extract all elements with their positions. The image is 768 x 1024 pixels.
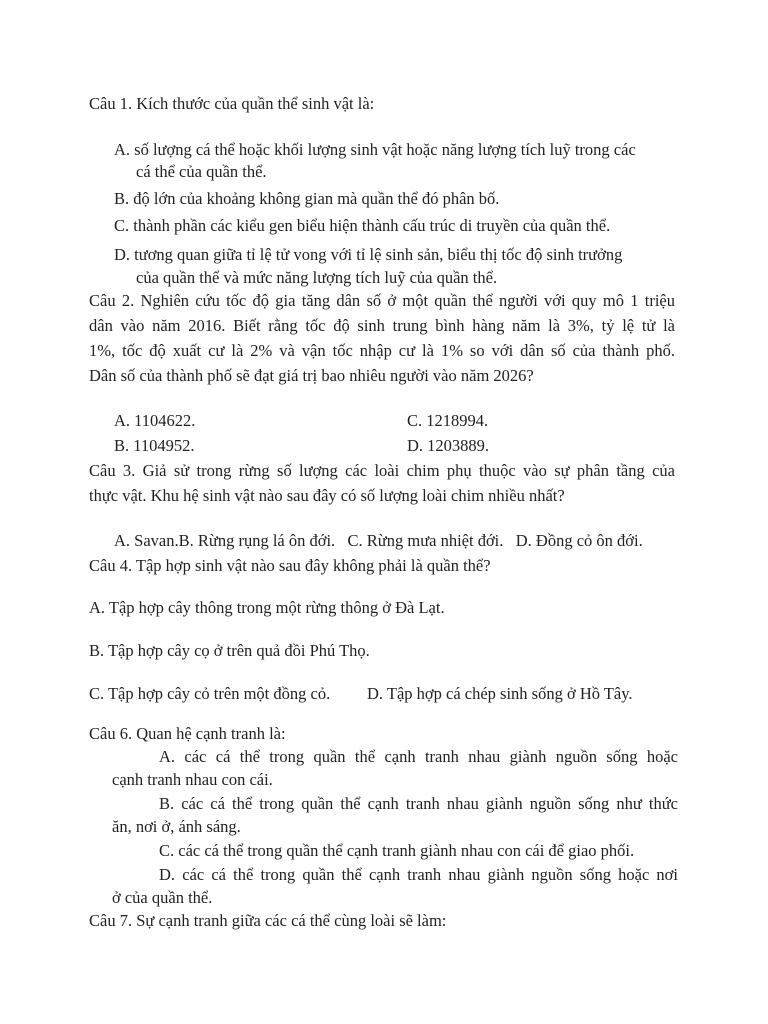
q6-question: Câu 6. Quan hệ cạnh tranh là: <box>89 724 286 743</box>
q6-option-b-line2: ăn, nơi ở, ánh sáng. <box>112 817 241 836</box>
q4-question: Câu 4. Tập hợp sinh vật nào sau đây không phải là quần thể? <box>89 556 491 575</box>
q2-question-line3: 1%, tốc độ xuất cư là 2% và vận tốc nhập cư là 1% so với dân số của thành phố. <box>89 341 675 360</box>
q2-question-line2: dân vào năm 2016. Biết rằng tốc độ sinh trung bình hàng năm là 3%, tỷ lệ tử là <box>89 316 675 335</box>
q2-question-line4: Dân số của thành phố sẽ đạt giá trị bao nhiêu người vào năm 2026? <box>89 366 534 385</box>
q2-option-b: B. 1104952. <box>114 436 195 455</box>
q6-option-b-line1: B. các cá thể trong quần thể cạnh tranh nhau giành nguồn sống như thức <box>159 794 678 813</box>
q4-option-a: A. Tập hợp cây thông trong một rừng thông ở Đà Lạt. <box>89 598 445 617</box>
q2-option-c: C. 1218994. <box>407 411 489 430</box>
q6-option-d-line1: D. các cá thể trong quần thể cạnh tranh nhau giành nguồn sống hoặc nơi <box>159 865 678 884</box>
q6-option-c: C. các cá thể trong quần thể cạnh tranh giành nhau con cái để giao phối. <box>159 841 635 860</box>
q1-question: Câu 1. Kích thước của quần thể sinh vật là: <box>89 94 375 113</box>
q7-question: Câu 7. Sự cạnh tranh giữa các cá thể cùng loài sẽ làm: <box>89 911 447 930</box>
q3-question-line1: Câu 3. Giả sử trong rừng số lượng các loài chim phụ thuộc vào sự phân tầng của <box>89 461 675 480</box>
q2-option-a: A. 1104622. <box>114 411 196 430</box>
q1-option-c: C. thành phần các kiểu gen biểu hiện thành cấu trúc di truyền của quần thể. <box>114 216 611 235</box>
q1-option-b: B. độ lớn của khoảng không gian mà quần thể đó phân bố. <box>114 189 500 208</box>
q4-option-b: B. Tập hợp cây cọ ở trên quả đồi Phú Thọ. <box>89 641 370 660</box>
q6-option-d-line2: ở của quần thể. <box>112 888 213 907</box>
q2-option-d: D. 1203889. <box>407 436 490 455</box>
q3-question-line2: thực vật. Khu hệ sinh vật nào sau đây có số lượng loài chim nhiều nhất? <box>89 486 565 505</box>
q6-option-a-line1: A. các cá thể trong quần thể cạnh tranh nhau giành nguồn sống hoặc <box>159 747 678 766</box>
q1-option-d-line2: của quần thể và mức năng lượng tích luỹ của quần thể. <box>136 268 498 287</box>
q1-option-a-line2: cá thể của quần thể. <box>136 162 267 181</box>
q2-question-line1: Câu 2. Nghiên cứu tốc độ gia tăng dân số ở một quần thể người với quy mô 1 triệu <box>89 291 675 310</box>
q1-option-d-line1: D. tương quan giữa tỉ lệ tử vong với tỉ lệ sinh sản, biểu thị tốc độ sinh trưởng <box>114 245 623 264</box>
q3-options: A. Savan.B. Rừng rụng lá ôn đới. C. Rừng mưa nhiệt đới. D. Đồng cỏ ôn đới. <box>114 531 643 550</box>
q6-option-a-line2: cạnh tranh nhau con cái. <box>112 770 273 789</box>
q4-option-d: D. Tập hợp cá chép sinh sống ở Hồ Tây. <box>367 684 633 703</box>
q1-option-a-line1: A. số lượng cá thể hoặc khối lượng sinh vật hoặc năng lượng tích luỹ trong các <box>114 140 636 159</box>
q4-option-c: C. Tập hợp cây cỏ trên một đồng cỏ. <box>89 684 331 703</box>
